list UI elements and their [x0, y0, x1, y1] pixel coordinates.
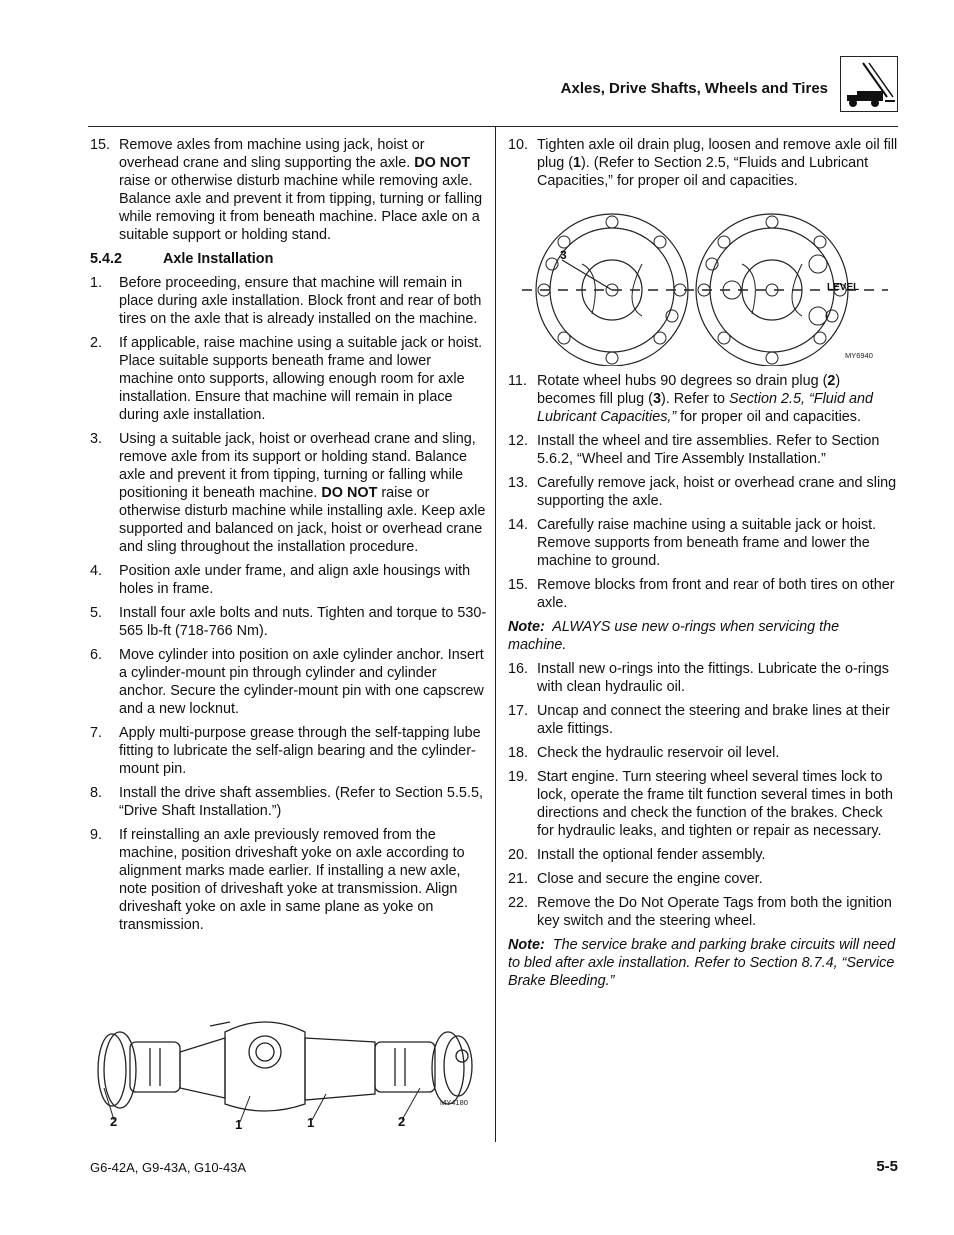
list-item: 2. If applicable, raise machine using a suitable jack or hoist. Place suitable supports beneath frame and lower machine onto supports, allowing enough room for axle installation. Ensure that machine will remain in place during axle installation.: [90, 335, 483, 423]
column-divider: [495, 126, 496, 1142]
level-label: LEVEL: [827, 282, 860, 293]
wheel-hub-figure: [522, 204, 888, 366]
list-item: 8. Install the drive shaft assemblies. (Refer to Section 5.5.5, “Drive Shaft Installation.”): [90, 785, 483, 819]
list-item: 12. Install the wheel and tire assemblies. Refer to Section 5.6.2, “Wheel and Tire Assembly Installation.”: [508, 433, 880, 467]
list-item: 4. Position axle under frame, and align axle housings with holes in frame.: [90, 563, 471, 597]
list-item: 18. Check the hydraulic reservoir oil level.: [508, 745, 780, 761]
axle-figure: [90, 1008, 485, 1136]
footer-models: G6-42A, G9-43A, G10-43A: [90, 1160, 247, 1175]
list-item: 21. Close and secure the engine cover.: [508, 871, 763, 887]
callout-label: 1: [235, 1117, 243, 1132]
forklift-icon: [840, 56, 898, 112]
note-brake-bleed: Note: The service brake and parking brake circuits will need to bled after axle installation. Refer to Section 8.7.4, “Service Brake Bleeding.”: [508, 937, 896, 989]
list-item: 15. Remove blocks from front and rear of both tires on other axle.: [508, 577, 895, 611]
axle-drawing: [90, 1008, 485, 1136]
list-item: 1. Before proceeding, ensure that machine will remain in place during axle installation. Block front and rear of both tires on the axle that is already installed on the machine.: [90, 275, 482, 327]
note-oring: Note: ALWAYS use new o-rings when servicing the machine.: [508, 619, 840, 653]
header-rule: [88, 126, 898, 127]
list-item: 11. Rotate wheel hubs 90 degrees so drain plug (2) becomes fill plug (3). Refer to Section 2.5, “Fluid and Lubricant Capacities,” for proper oil and capacities.: [508, 373, 873, 425]
list-item: 15. Remove axles from machine using jack, hoist or overhead crane and sling supporting the axle. DO NOT raise or otherwise disturb machine while removing axle. Balance axle and prevent it from tipping, turning or falling while removing it from beneath machine. Place axle on a suitable support or holding stand.: [90, 137, 483, 243]
list-item: 17. Uncap and connect the steering and brake lines at their axle fittings.: [508, 703, 890, 737]
list-item: 14. Carefully raise machine using a suitable jack or hoist. Remove supports from beneath frame and lower the machine to ground.: [508, 517, 877, 569]
figure-id: MY6940: [845, 351, 873, 360]
list-item: 16. Install new o-rings into the fittings. Lubricate the o-rings with clean hydraulic oil.: [508, 661, 889, 695]
list-item: 10. Tighten axle oil drain plug, loosen and remove axle oil fill plug (1). (Refer to Section 2.5, “Fluids and Lubricant Capacities,” for proper oil and capacities.: [508, 137, 898, 189]
callout-label: 2: [398, 1114, 406, 1129]
list-item: 5. Install four axle bolts and nuts. Tighten and torque to 530-565 lb-ft (718-766 Nm).: [90, 605, 487, 639]
figure-id: MY4180: [440, 1098, 468, 1107]
left-column: [90, 136, 487, 940]
page-header-title: Axles, Drive Shafts, Wheels and Tires: [560, 80, 828, 97]
list-item: 6. Move cylinder into position on axle cylinder anchor. Insert a cylinder-mount pin through cylinder and cylinder anchor. Secure the cylinder-mount pin with one capscrew and a new locknut.: [90, 647, 484, 717]
section-heading: 5.4.2 Axle Installation: [90, 251, 274, 267]
list-item: 9. If reinstalling an axle previously removed from the machine, position driveshaft yoke on axle according to alignment marks made earlier. If installing a new axle, note position of driveshaft yoke at transmission. Align driveshaft yoke on axle in same plane as yoke on transmission.: [90, 827, 465, 933]
callout-label: 3: [560, 248, 567, 262]
callout-label: 1: [307, 1115, 315, 1130]
list-item: 20. Install the optional fender assembly.: [508, 847, 766, 863]
list-item: 13. Carefully remove jack, hoist or overhead crane and sling supporting the axle.: [508, 475, 897, 509]
list-item: 7. Apply multi-purpose grease through the self-tapping lube fitting to lubricate the self-align bearing and the cylinder-mount pin.: [90, 725, 481, 777]
list-item: 3. Using a suitable jack, hoist or overhead crane and sling, remove axle from its support or holding stand. Balance axle and prevent it from tipping, turning or falling while positioning it beneath machine. DO NOT raise or otherwise disturb machine while installing axle. Keep axle supported and balanced on jack, hoist or overhead crane and sling throughout the installation procedure.: [90, 431, 486, 555]
list-item: 19. Start engine. Turn steering wheel several times lock to lock, operate the frame tilt function several times in both directions and check the function of the brakes. Check for hydraulic leaks, and tighten or repair as necessary.: [508, 769, 893, 839]
page-number: 5-5: [876, 1158, 898, 1175]
callout-label: 2: [110, 1114, 118, 1129]
list-item: 22. Remove the Do Not Operate Tags from both the ignition key switch and the steering wheel.: [508, 895, 892, 929]
